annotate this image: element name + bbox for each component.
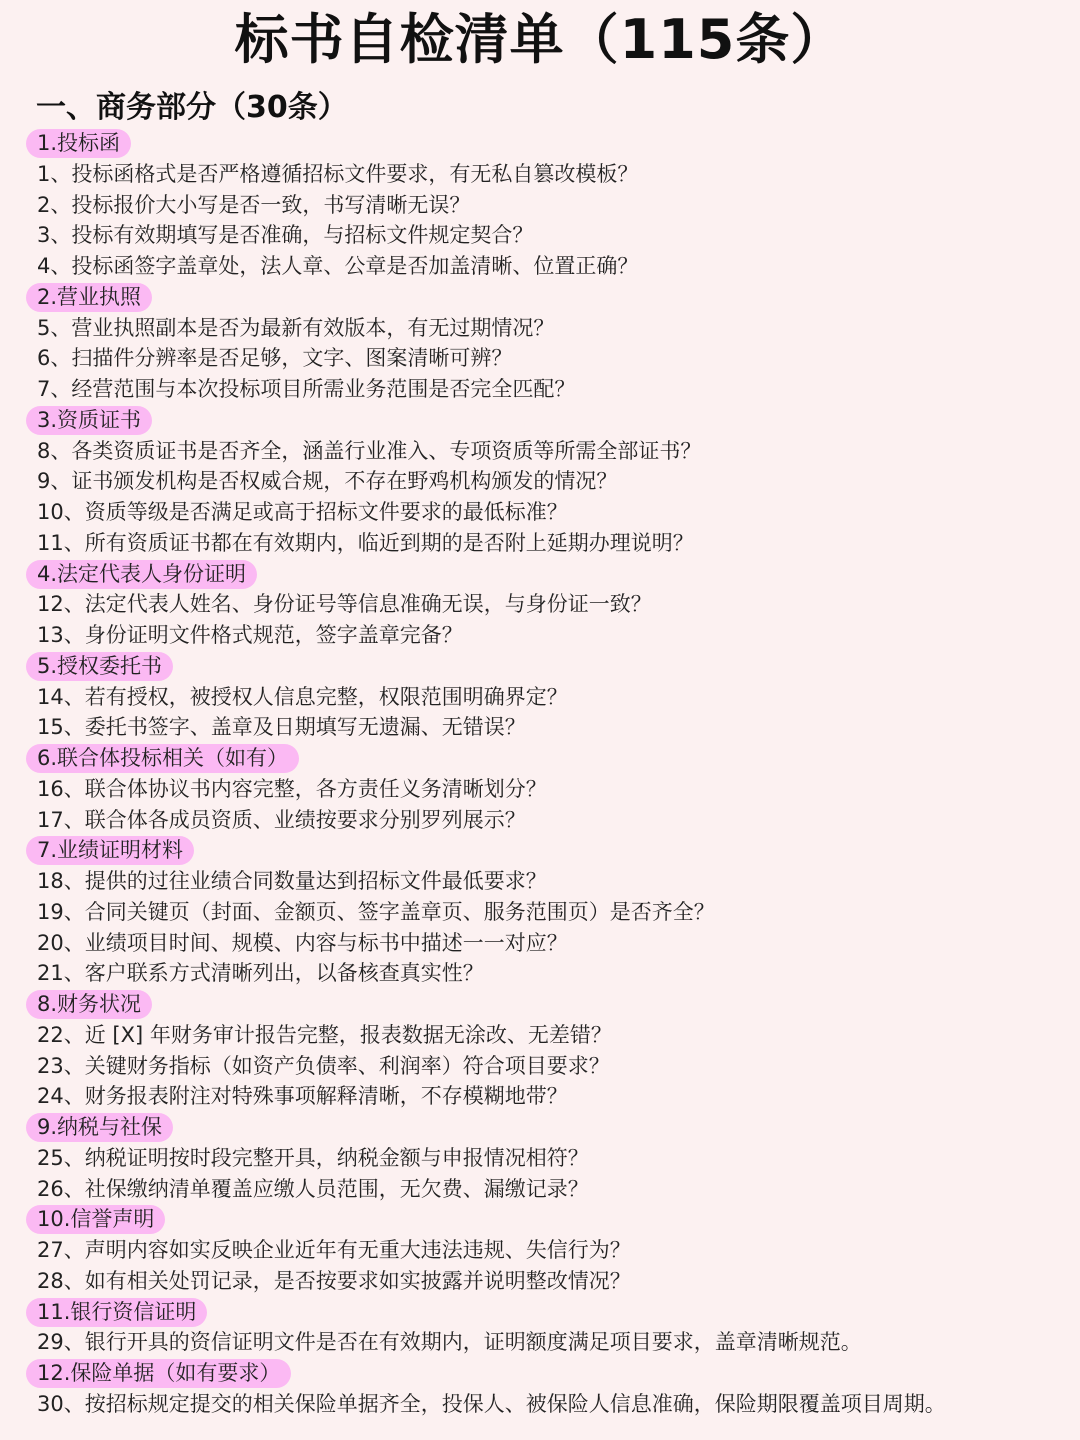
page-title: 标书自检清单（115条） (234, 8, 846, 71)
group-heading (0, 651, 1080, 682)
checklist-item: 23、关键财务指标（如资产负债率、利润率）符合项目要求？ (37, 1053, 610, 1078)
group-heading (0, 835, 1080, 866)
group-label-highlight: 12.保险单据（如有要求） (26, 1359, 291, 1388)
checklist-item: 22、近 [X] 年财务审计报告完整，报表数据无涂改、无差错？ (37, 1022, 612, 1047)
checklist-item: 19、合同关键页（封面、金额页、签字盖章页、服务范围页）是否齐全？ (37, 899, 715, 924)
group-heading (0, 405, 1080, 436)
checklist-item: 11、所有资质证书都在有效期内，临近到期的是否附上延期办理说明？ (37, 530, 694, 555)
group-heading (0, 1204, 1080, 1235)
checklist-item: 24、财务报表附注对特殊事项解释清晰，不存模糊地带？ (37, 1084, 568, 1109)
group-heading (0, 1297, 1080, 1328)
checklist-item: 27、声明内容如实反映企业近年有无重大违法违规、失信行为？ (37, 1238, 631, 1262)
group-label-highlight: 9.纳税与社保 (26, 1113, 173, 1142)
checklist-item: 28、如有相关处罚记录，是否按要求如实披露并说明整改情况？ (37, 1268, 631, 1293)
checklist-item: 4、投标函签字盖章处，法人章、公章是否加盖清晰、位置正确？ (37, 254, 639, 278)
group-heading (0, 1112, 1080, 1143)
group-label-highlight: 4.法定代表人身份证明 (26, 560, 257, 589)
checklist-item: 5、营业执照副本是否为最新有效版本，有无过期情况？ (37, 315, 555, 340)
checklist-item: 17、联合体各成员资质、业绩按要求分别罗列展示？ (37, 807, 526, 832)
group-heading (0, 128, 1080, 159)
group-heading (0, 989, 1080, 1020)
group-label-highlight: 1.投标函 (26, 129, 131, 158)
checklist-item: 14、若有授权，被授权人信息完整，权限范围明确界定？ (37, 684, 568, 709)
checklist-item: 18、提供的过往业绩合同数量达到招标文件最低要求？ (37, 869, 547, 893)
group-label-highlight: 6.联合体投标相关（如有） (26, 744, 299, 773)
checklist (0, 128, 1080, 1420)
checklist-item: 21、客户联系方式清晰列出，以备核查真实性？ (37, 961, 484, 986)
group-label-highlight: 2.营业执照 (26, 283, 152, 312)
checklist-item: 3、投标有效期填写是否准确，与招标文件规定契合？ (37, 223, 534, 248)
group-heading (0, 743, 1080, 774)
checklist-item: 29、银行开具的资信证明文件是否在有效期内，证明额度满足项目要求，盖章清晰规范。 (37, 1330, 862, 1355)
checklist-item: 13、身份证明文件格式规范，签字盖章完备？ (37, 623, 463, 647)
group-label-highlight: 8.财务状况 (26, 990, 152, 1019)
section-title: 一、商务部分（30条） (36, 90, 348, 125)
group-label-highlight: 7.业绩证明材料 (26, 836, 194, 865)
group-heading (0, 559, 1080, 590)
checklist-item: 7、经营范围与本次投标项目所需业务范围是否完全匹配？ (37, 377, 576, 401)
group-label-highlight: 5.授权委托书 (26, 652, 173, 681)
checklist-item: 8、各类资质证书是否齐全，涵盖行业准入、专项资质等所需全部证书？ (37, 438, 702, 463)
group-heading (0, 282, 1080, 313)
checklist-item: 12、法定代表人姓名、身份证号等信息准确无误，与身份证一致？ (37, 592, 652, 617)
checklist-item: 10、资质等级是否满足或高于招标文件要求的最低标准？ (37, 500, 568, 524)
group-heading (0, 1358, 1080, 1389)
group-label-highlight: 3.资质证书 (26, 406, 152, 435)
checklist-item: 25、纳税证明按时段完整开具，纳税金额与申报情况相符？ (37, 1145, 589, 1170)
checklist-item: 2、投标报价大小写是否一致，书写清晰无误？ (37, 192, 471, 217)
checklist-item: 6、扫描件分辨率是否足够，文字、图案清晰可辨？ (37, 346, 513, 371)
checklist-item: 26、社保缴纳清单覆盖应缴人员范围，无欠费、漏缴记录？ (37, 1176, 589, 1201)
checklist-item: 9、证书颁发机构是否权威合规，不存在野鸡机构颁发的情况？ (37, 469, 618, 494)
group-label-highlight: 11.银行资信证明 (26, 1298, 207, 1327)
checklist-item: 1、投标函格式是否严格遵循招标文件要求，有无私自篡改模板？ (37, 161, 639, 186)
checklist-item: 15、委托书签字、盖章及日期填写无遗漏、无错误？ (37, 715, 526, 740)
checklist-item: 20、业绩项目时间、规模、内容与标书中描述一一对应？ (37, 930, 568, 955)
checklist-item: 30、按招标规定提交的相关保险单据齐全，投保人、被保险人信息准确，保险期限覆盖项目周期。 (37, 1391, 946, 1416)
group-label-highlight: 10.信誉声明 (26, 1205, 165, 1234)
checklist-item: 16、联合体协议书内容完整，各方责任义务清晰划分？ (37, 776, 547, 801)
